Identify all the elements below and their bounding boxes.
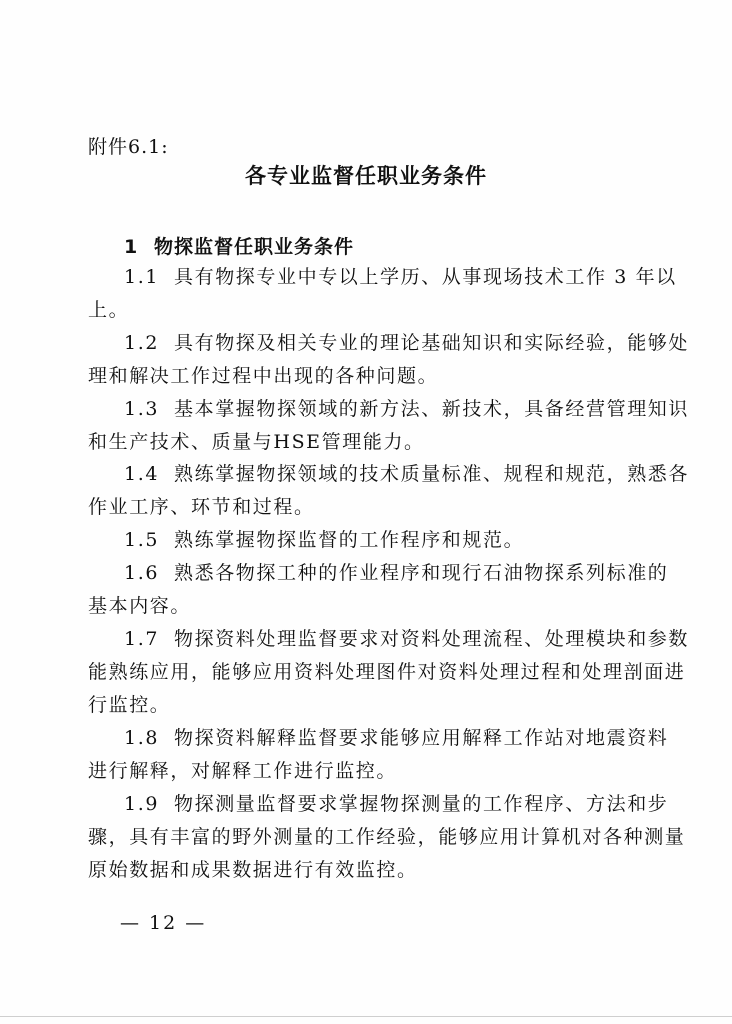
- item-number: 1.3: [124, 398, 160, 420]
- section-number: 1: [124, 236, 139, 258]
- item-number: 1.9: [124, 793, 160, 815]
- item-line: 骤，具有丰富的野外测量的工作经验，能够应用计算机对各种测量: [88, 826, 686, 848]
- item-line: 基本内容。: [88, 595, 192, 617]
- item-number: 1.1: [124, 266, 160, 288]
- item-line: [124, 397, 690, 421]
- item-text: 熟练掌握物探监督的工作程序和规范。: [174, 529, 525, 551]
- item-line: [124, 792, 669, 816]
- document-title: 各专业监督任职业务条件: [245, 164, 487, 188]
- item-line: 上。: [88, 299, 130, 321]
- item-line: 原始数据和成果数据进行有效监控。: [88, 859, 418, 881]
- item-line: [124, 561, 669, 585]
- item-line: 进行解释，对解释工作进行监控。: [88, 760, 398, 782]
- attachment-label: 附件6.1:: [88, 136, 169, 158]
- item-line: [124, 265, 677, 289]
- item-line: [124, 627, 690, 651]
- item-line: [124, 726, 669, 750]
- item-line: 行监控。: [88, 694, 171, 716]
- item-number: 1.4: [124, 463, 160, 485]
- item-line: [124, 528, 644, 552]
- item-line: [124, 462, 690, 486]
- item-number: 1.2: [124, 332, 160, 354]
- item-text: 物探资料处理监督要求对资料处理流程、处理模块和参数: [174, 628, 690, 650]
- item-line: 能熟练应用，能够应用资料处理图件对资料处理过程和处理剖面进: [88, 661, 686, 683]
- section-title: 物探监督任职业务条件: [154, 236, 355, 258]
- item-text: 基本掌握物探领域的新方法、新技术，具备经营管理知识: [174, 398, 690, 420]
- item-line: [124, 331, 690, 355]
- item-number: 1.5: [124, 529, 160, 551]
- item-text: 物探测量监督要求掌握物探测量的工作程序、方法和步: [174, 793, 669, 815]
- item-text: 熟悉各物探工种的作业程序和现行石油物探系列标准的: [174, 562, 669, 584]
- page-number: — 12 —: [120, 912, 207, 934]
- item-number: 1.6: [124, 562, 160, 584]
- item-text: 熟练掌握物探领域的技术质量标准、规程和规范，熟悉各: [174, 463, 690, 485]
- item-line: 作业工序、环节和过程。: [88, 496, 315, 518]
- item-text: 物探资料解释监督要求能够应用解释工作站对地震资料: [174, 727, 669, 749]
- item-number: 1.7: [124, 628, 160, 650]
- scan-edge-divider: [0, 1016, 732, 1017]
- section-heading: [124, 232, 354, 259]
- item-text: 具有物探及相关专业的理论基础知识和实际经验，能够处: [174, 332, 690, 354]
- item-text: 具有物探专业中专以上学历、从事现场技术工作 3 年以: [174, 266, 677, 288]
- item-line: 理和解决工作过程中出现的各种问题。: [88, 365, 439, 387]
- item-number: 1.8: [124, 727, 160, 749]
- item-line: 和生产技术、质量与HSE管理能力。: [88, 431, 425, 453]
